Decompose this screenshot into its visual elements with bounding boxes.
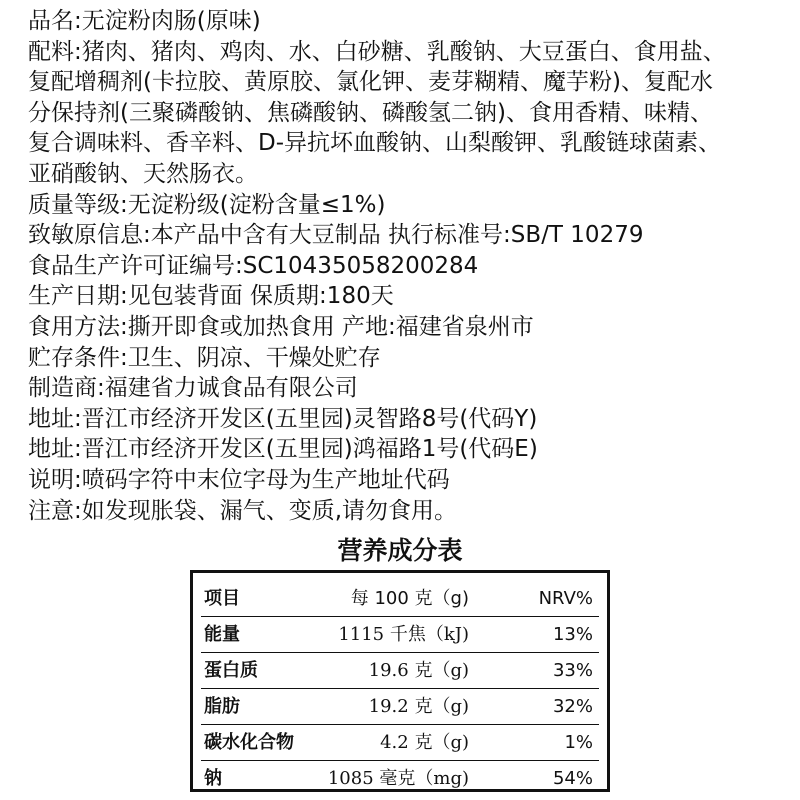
ingredients-line: 复配增稠剂(卡拉胶、黄原胶、氯化钾、麦芽糊精、魔芋粉)、复配水 (28, 69, 713, 96)
nutrient-nrv-cell: 33% (552, 660, 593, 681)
header-amount-cell: 每 100 克（g) (350, 588, 469, 609)
manufacturer-line: 制造商:福建省力诚食品有限公司 (28, 375, 358, 402)
license-number-line: 食品生产许可证编号:SC10435058200284 (28, 252, 479, 279)
nutrient-nrv-cell: 54% (552, 768, 593, 789)
nutrient-name-cell: 蛋白质 (204, 660, 258, 681)
address-line: 地址:晋江市经济开发区(五里园)灵智路8号(代码Y) (28, 405, 538, 432)
nutrient-nrv-cell: 1% (564, 732, 593, 753)
table-row (201, 725, 599, 761)
product-label-text (28, 6, 783, 526)
nutrient-amount-cell: 19.6 克（g) (368, 660, 469, 681)
ingredients-line: 配料:猪肉、猪肉、鸡肉、水、白砂糖、乳酸钠、大豆蛋白、食用盐、 (28, 38, 726, 65)
header-nrv-cell: NRV% (538, 588, 593, 609)
product-name-line: 品名:无淀粉肉肠(原味) (28, 8, 261, 34)
nutrient-name-cell: 钠 (204, 768, 222, 789)
nutrient-amount-cell: 1085 毫克（mg) (327, 768, 469, 789)
nutrient-name-cell: 碳水化合物 (204, 732, 294, 753)
nutrition-table-title: 营养成分表 (337, 536, 463, 565)
usage-origin-line: 食用方法:撕开即食或加热食用 产地:福建省泉州市 (28, 313, 534, 340)
table-header-row (201, 581, 599, 617)
allergen-standard-line: 致敏原信息:本产品中含有大豆制品 执行标准号:SB/T 10279 (28, 222, 644, 249)
table-row (201, 653, 599, 689)
ingredients-line: 复合调味料、香辛料、D-异抗坏血酸钠、山梨酸钾、乳酸链球菌素、 (28, 130, 722, 157)
note-line: 说明:喷码字符中末位字母为生产地址代码 (28, 466, 450, 493)
nutrient-nrv-cell: 32% (552, 696, 593, 717)
nutrient-name-cell: 脂肪 (204, 696, 240, 717)
nutrient-amount-cell: 19.2 克（g) (368, 696, 469, 717)
table-row (201, 689, 599, 725)
production-date-line: 生产日期:见包装背面 保质期:180天 (28, 283, 394, 310)
quality-grade-line: 质量等级:无淀粉级(淀粉含量≤1%) (28, 191, 386, 218)
table-row (201, 617, 599, 653)
storage-line: 贮存条件:卫生、阴凉、干燥处贮存 (28, 344, 381, 371)
header-item-cell: 项目 (204, 588, 240, 609)
nutrient-name-cell: 能量 (204, 624, 240, 645)
ingredients-line: 分保持剂(三聚磷酸钠、焦磷酸钠、磷酸氢二钠)、食用香精、味精、 (28, 99, 713, 126)
nutrient-amount-cell: 4.2 克（g) (380, 732, 469, 753)
ingredients-line: 亚硝酸钠、天然肠衣。 (28, 160, 258, 187)
warning-line: 注意:如发现胀袋、漏气、变质,请勿食用。 (28, 497, 458, 524)
nutrient-nrv-cell: 13% (552, 624, 593, 645)
table-row (201, 761, 599, 797)
address-line: 地址:晋江市经济开发区(五里园)鸿福路1号(代码E) (28, 436, 538, 463)
nutrition-table (190, 570, 610, 792)
nutrient-amount-cell: 1115 千焦（kJ) (338, 624, 469, 645)
